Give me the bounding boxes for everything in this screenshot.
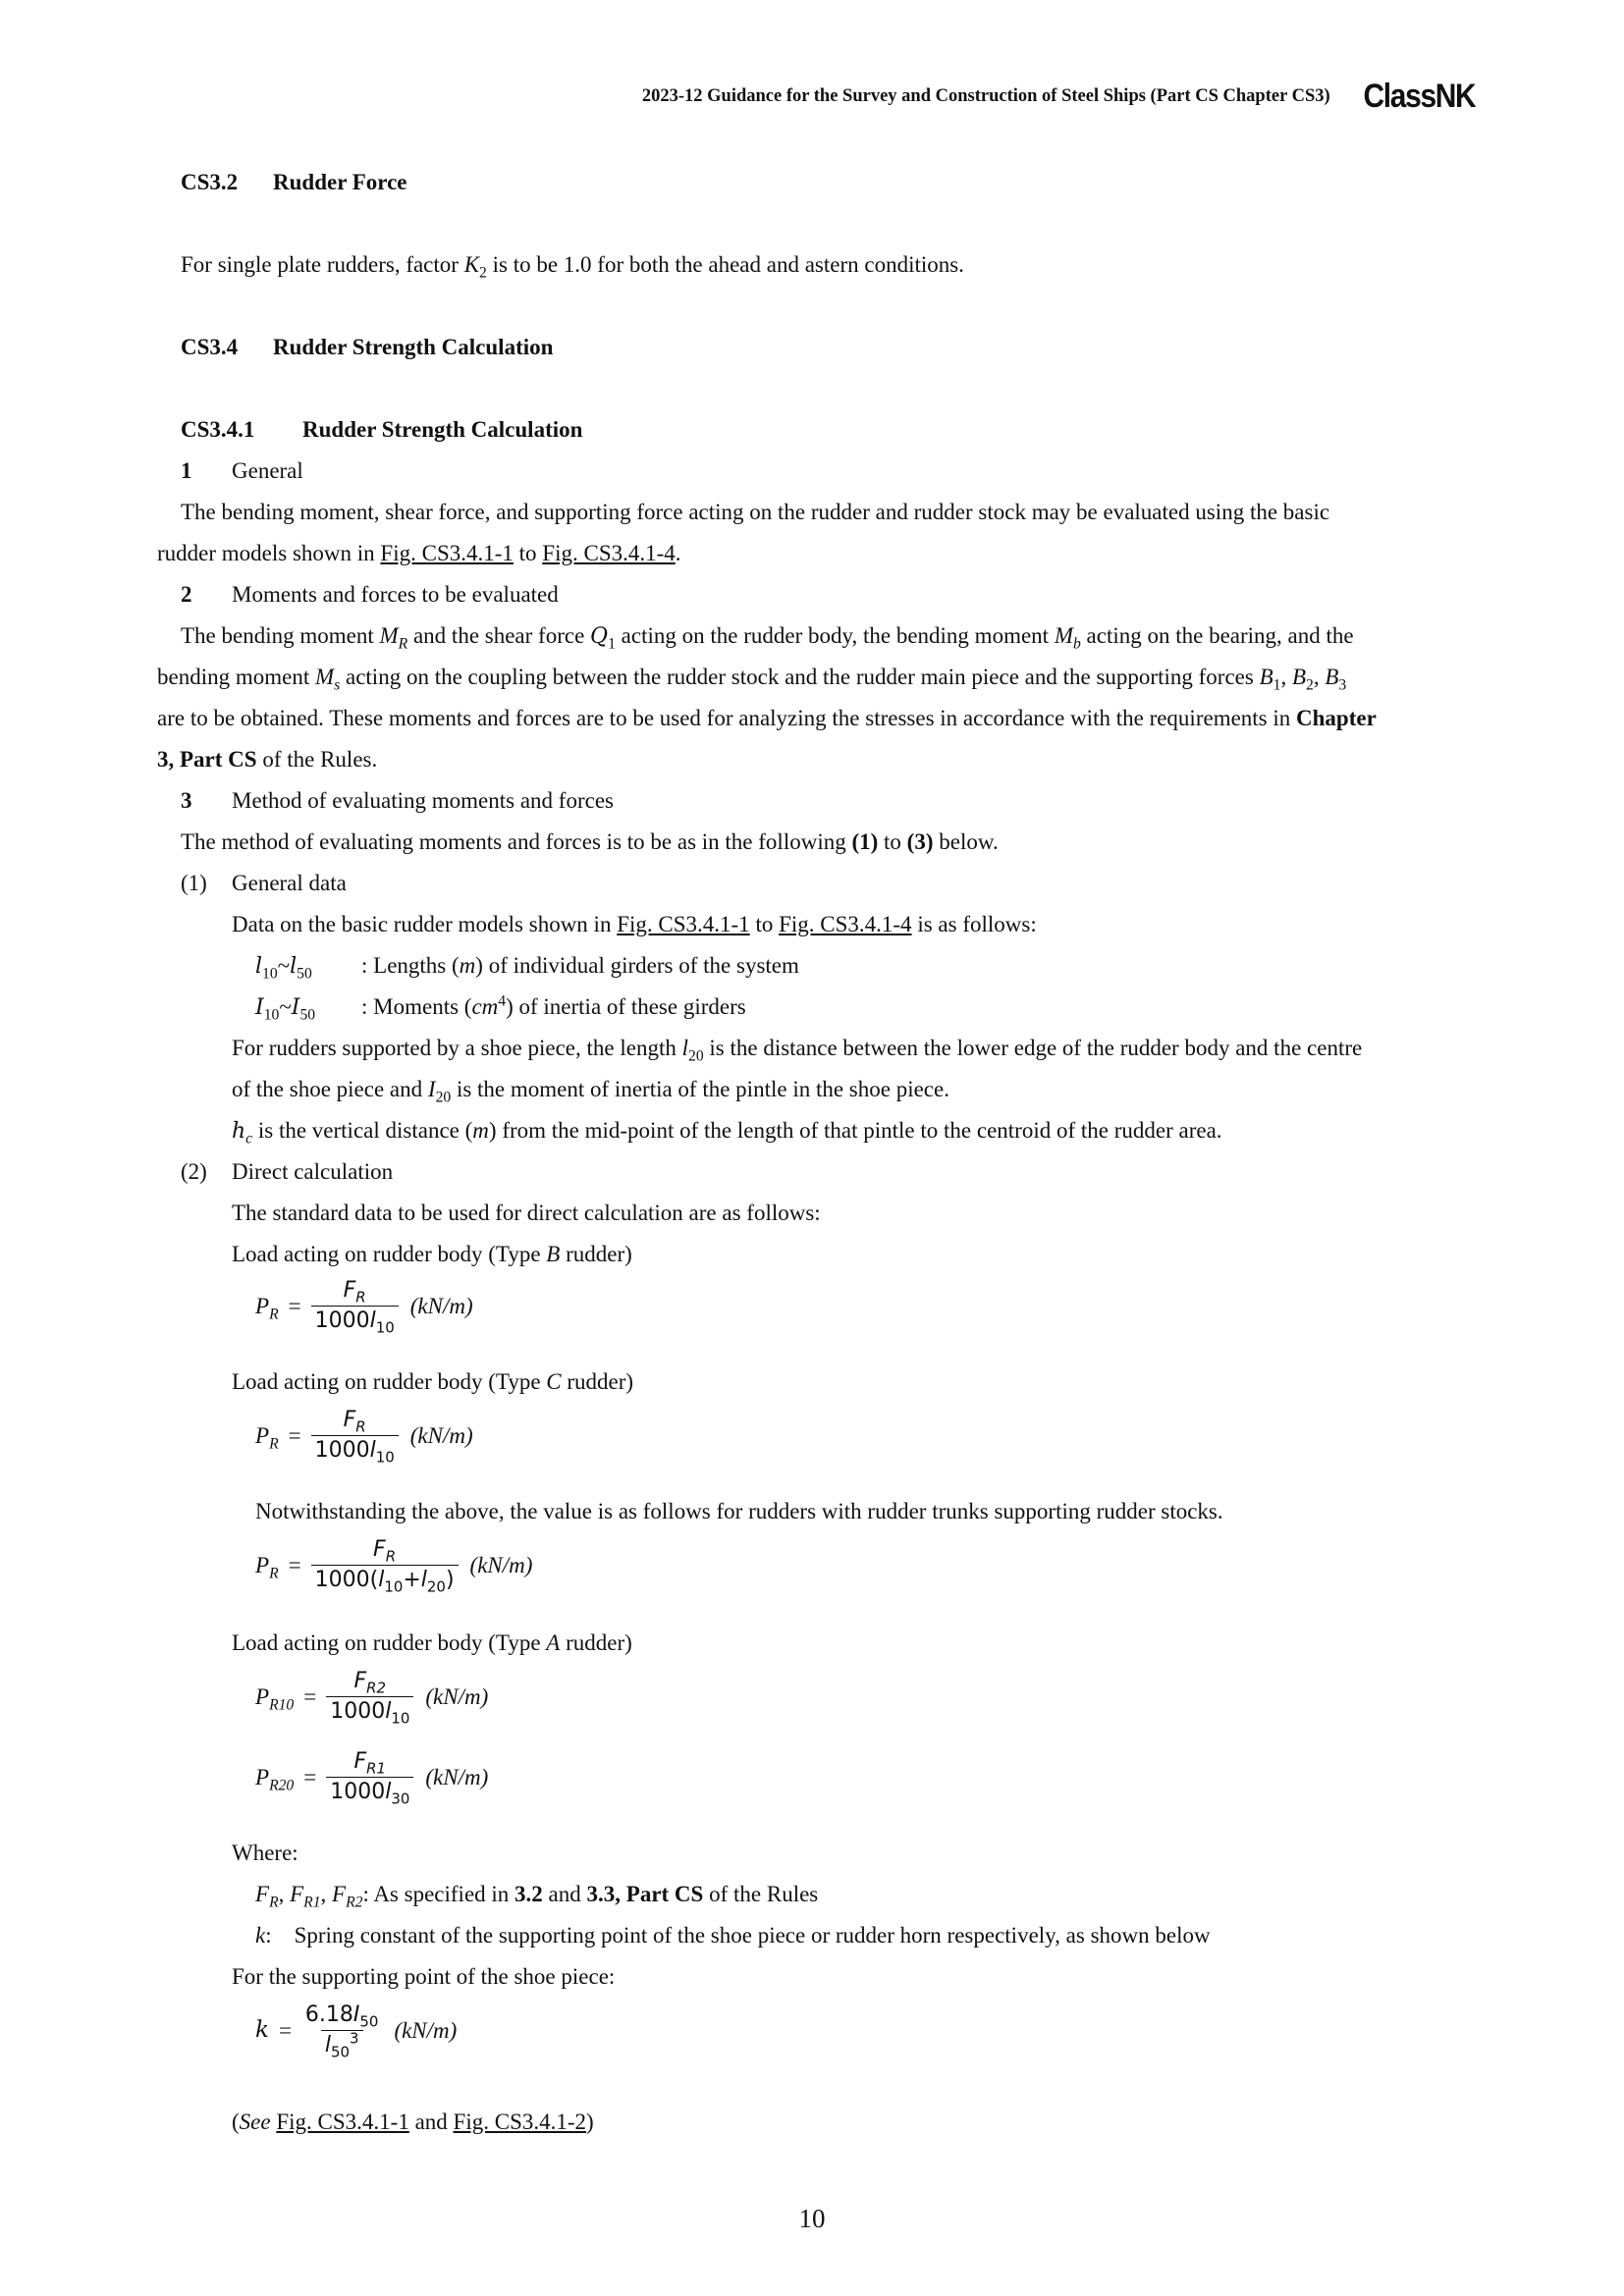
- where-k-definition: k: Spring constant of the supporting point of the shoe piece or rudder horn respectively, as shown below: [255, 1923, 1211, 1948]
- item-2-heading: (2) Direct calculation: [181, 1159, 394, 1184]
- equation-pr10: $P_{R10}$ = $\frac{F_{R2}}{1000l_{10}}$ (kN/m): [255, 1669, 489, 1728]
- item-2-intro: The standard data to be used for direct calculation are as follows:: [232, 1201, 821, 1225]
- equation-pr-type-b: $P_R$ = $\frac{F_R}{1000l_{10}}$ (kN/m): [255, 1278, 473, 1337]
- paragraph-1-line-1: The bending moment, shear force, and supporting force acting on the rudder and rudder stock may be evaluated using the basic: [181, 500, 1330, 524]
- section-heading-cs3-4: CS3.4 Rudder Strength Calculation: [181, 335, 554, 359]
- paragraph-k2-factor: For single plate rudders, factor $K_2$ is to be 1.0 for both the ahead and astern conditions.: [181, 252, 964, 282]
- paragraph-2-line-2: bending moment $M_s$ acting on the coupling between the rudder stock and the rudder main piece and the supporting forces $B_1$, $B_2$, $B_3$: [157, 665, 1347, 694]
- definition-moments: $I_{10}\sim I_{50}$ : Moments $(cm^4)$ of inertia of these girders: [255, 992, 746, 1024]
- figure-link[interactable]: Fig. CS3.4.1-1: [380, 541, 514, 565]
- see-figures-reference: (See Fig. CS3.4.1-1 and Fig. CS3.4.1-2): [232, 2109, 594, 2134]
- equation-pr-type-c: $P_R$ = $\frac{F_R}{1000l_{10}}$ (kN/m): [255, 1408, 473, 1467]
- figure-link[interactable]: Fig. CS3.4.1-4: [542, 541, 676, 565]
- shoe-piece-label: For the supporting point of the shoe piece:: [232, 1964, 616, 1989]
- where-label: Where:: [232, 1841, 298, 1865]
- equation-pr20: $P_{R20}$ = $\frac{F_{R1}}{1000l_{30}}$ (kN/m): [255, 1749, 489, 1808]
- paragraph-1-line-2: rudder models shown in Fig. CS3.4.1-1 to Fig. CS3.4.1-4.: [157, 541, 681, 565]
- paragraph-2-line-3: are to be obtained. These moments and forces are to be used for analyzing the stresses in accordance with the requirements in Chapter: [157, 706, 1377, 730]
- page-number: 10: [798, 2204, 826, 2233]
- paragraph-2-heading: 2 Moments and forces to be evaluated: [181, 582, 559, 607]
- equation-pr-trunk: $P_R$ = $\frac{F_R}{1000(l_{10}+l_{20})}$ (kN/m): [255, 1537, 533, 1596]
- section-heading-cs3-2: [181, 169, 407, 196]
- paragraph-1-heading: 1 General: [181, 458, 303, 483]
- figure-link[interactable]: Fig. CS3.4.1-1: [276, 2109, 409, 2134]
- item-1-shoe-line-2: of the shoe piece and $I_{20}$ is the moment of inertia of the pintle in the shoe piece.: [232, 1077, 949, 1106]
- figure-link[interactable]: Fig. CS3.4.1-4: [779, 912, 912, 936]
- equation-k-shoe-piece: k = $\frac{6.18I_{50}}{l_{50}^3}$ (kN/m): [255, 2002, 458, 2061]
- item-1-heading: (1) General data: [181, 871, 347, 895]
- type-c-label: Load acting on rudder body (Type C rudder): [232, 1369, 634, 1394]
- type-a-label: Load acting on rudder body (Type A rudder): [232, 1630, 632, 1655]
- section-number: CS3.2: [181, 170, 239, 194]
- notwithstanding-note: Notwithstanding the above, the value is as follows for rudders with rudder trunks supporting rudder stocks.: [255, 1499, 1223, 1523]
- where-fr-definition: $F_R$, $F_{R1}$, $F_{R2}$: As specified in 3.2 and 3.3, Part CS of the Rules: [255, 1882, 819, 1911]
- figure-link[interactable]: Fig. CS3.4.1-2: [453, 2109, 587, 2134]
- paragraph-2-line-4: 3, Part CS of the Rules.: [157, 747, 378, 772]
- item-1-shoe-line-1: For rudders supported by a shoe piece, the length $l_{20}$ is the distance between the lower edge of the rudder body and the centre: [232, 1036, 1363, 1065]
- figure-link[interactable]: Fig. CS3.4.1-1: [617, 912, 750, 936]
- paragraph-2-line-1: The bending moment $M_R$ and the shear force $Q_1$ acting on the rudder body, the bending moment $M_b$ acting on the bearing, and the: [181, 623, 1354, 653]
- section-heading-cs3-4-1: CS3.4.1 Rudder Strength Calculation: [181, 417, 583, 442]
- section-title: Rudder Force: [273, 170, 407, 194]
- definition-lengths: $l_{10}\sim l_{50}$ : Lengths (m) of individual girders of the system: [255, 953, 799, 983]
- type-b-label: Load acting on rudder body (Type B rudder): [232, 1242, 632, 1266]
- classnk-logo: ClassNK: [1363, 78, 1475, 115]
- item-1-line-1: Data on the basic rudder models shown in Fig. CS3.4.1-1 to Fig. CS3.4.1-4 is as follows:: [232, 912, 1037, 936]
- item-1-hc-definition: $h_c$ is the vertical distance (m) from the mid-point of the length of that pintle to the centroid of the rudder area.: [232, 1118, 1222, 1148]
- paragraph-3-heading: 3 Method of evaluating moments and forces: [181, 788, 614, 813]
- page-header: [642, 77, 1475, 117]
- paragraph-3-line-1: The method of evaluating moments and forces is to be as in the following (1) to (3) below.: [181, 829, 999, 854]
- document-title: 2023-12 Guidance for the Survey and Construction of Steel Ships (Part CS Chapter CS3): [641, 86, 1330, 107]
